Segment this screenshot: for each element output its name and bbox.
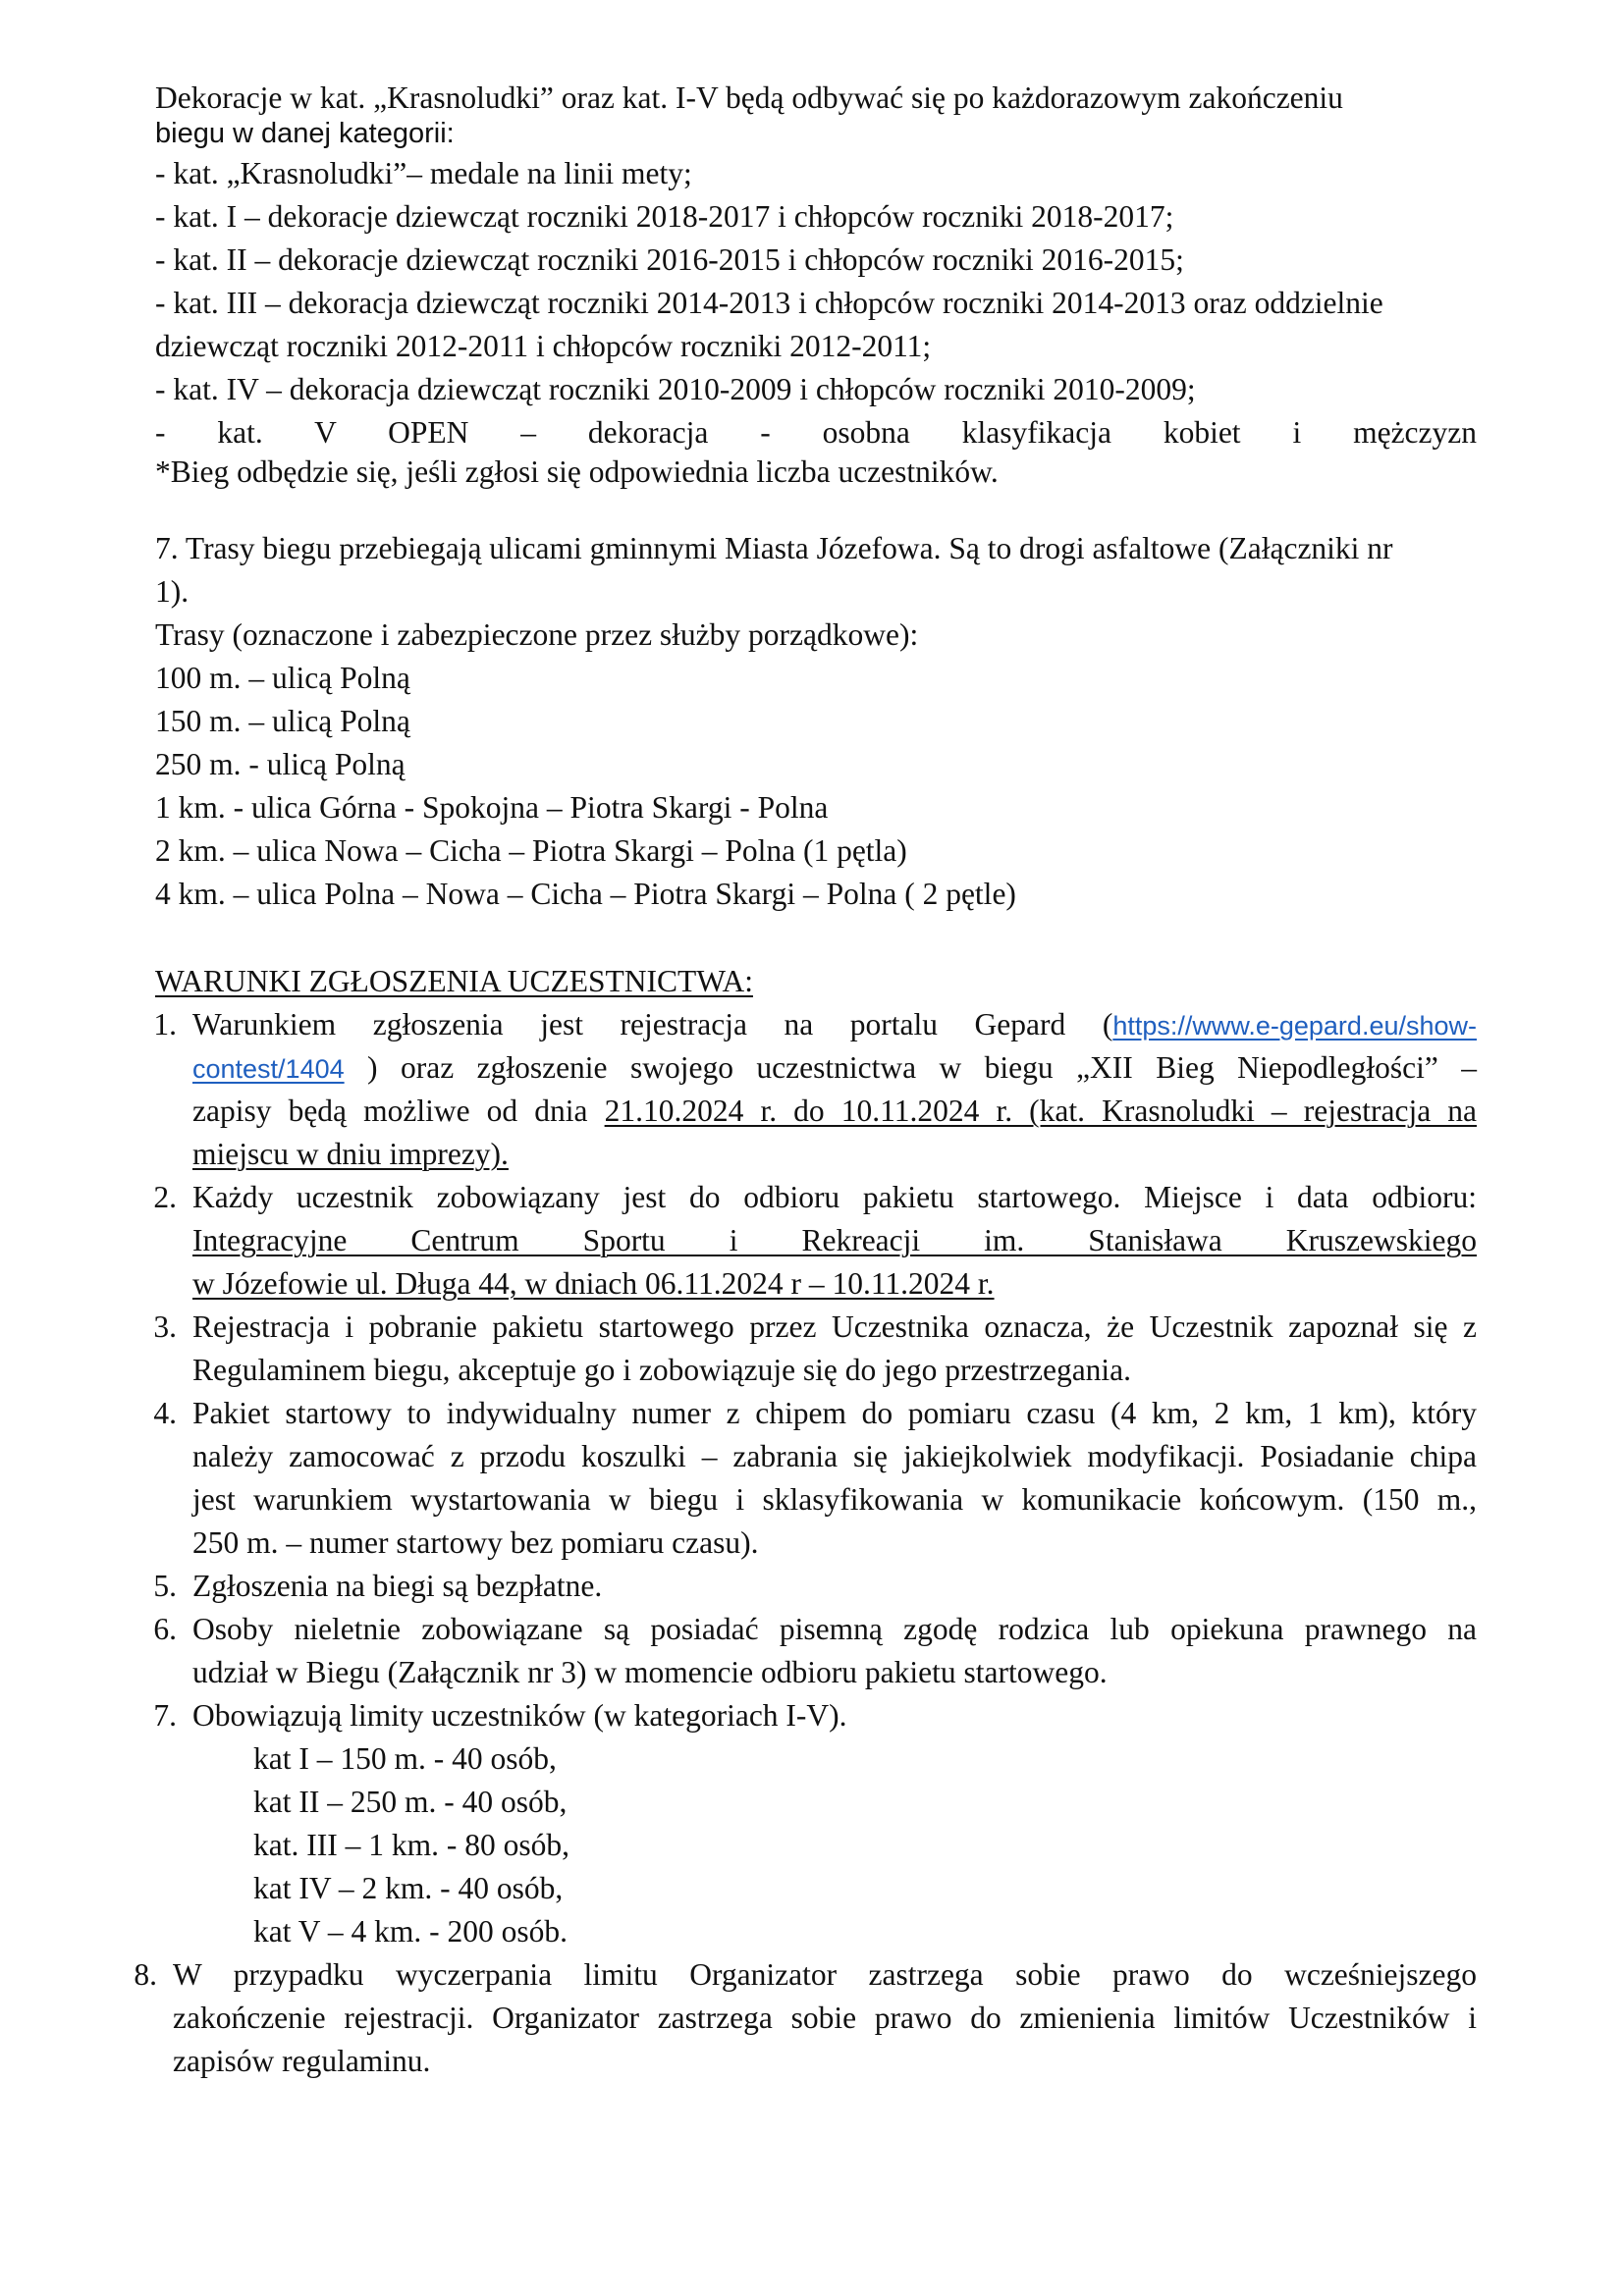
limit-kat-iv: kat IV – 2 km. - 40 osób, bbox=[253, 1871, 564, 1905]
item-7-number: 7. bbox=[153, 1698, 177, 1733]
limit-kat-iii: kat. III – 1 km. - 80 osób, bbox=[253, 1828, 569, 1862]
item-4-line-2: należy zamocować z przodu koszulki – zabrania się jakiejkolwiek modyfikacji. Posiadanie chipa bbox=[192, 1439, 1477, 1473]
item-6-line-2: udział w Biegu (Załącznik nr 3) w momencie odbioru pakietu startowego. bbox=[192, 1655, 1108, 1689]
item-1-line-4: miejscu w dniu imprezy). bbox=[192, 1137, 509, 1171]
decorations-line-1: Dekoracje w kat. „Krasnoludki” oraz kat. I-V będą odbywać się po każdorazowym zakończeniu bbox=[155, 80, 1343, 115]
decorations-line-5: - kat. II – dekoracje dziewcząt roczniki 2016-2015 i chłopców roczniki 2016-2015; bbox=[155, 242, 1184, 277]
route-1km: 1 km. - ulica Górna - Spokojna – Piotra Skargi - Polna bbox=[155, 790, 829, 825]
pickup-location: Integracyjne Centrum Sportu i Rekreacji im. Stanisława Kruszewskiego bbox=[192, 1223, 1477, 1257]
item-8-number: 8. bbox=[134, 1957, 157, 1992]
decorations-line-8: - kat. IV – dekoracja dziewcząt roczniki 2010-2009 i chłopców roczniki 2010-2009; bbox=[155, 372, 1196, 406]
item-1-line-3 bbox=[192, 1090, 1477, 1133]
routes-intro-line-2: 1). bbox=[155, 574, 189, 609]
item-8-line-1: W przypadku wyczerpania limitu Organizator zastrzega sobie prawo do wcześniejszego bbox=[173, 1957, 1477, 1992]
item-4-number: 4. bbox=[153, 1396, 177, 1430]
item-1-line-1 bbox=[192, 1003, 1477, 1047]
route-4km: 4 km. – ulica Polna – Nowa – Cicha – Piotra Skargi – Polna ( 2 pętle) bbox=[155, 877, 1016, 911]
item-3-number: 3. bbox=[153, 1309, 177, 1344]
item-3-line-2: Regulaminem biegu, akceptuje go i zobowiązuje się do jego przestrzegania. bbox=[192, 1353, 1132, 1387]
routes-intro-line-1: 7. Trasy biegu przebiegają ulicami gminnymi Miasta Józefowa. Są to drogi asfaltowe (Załączniki nr bbox=[155, 531, 1393, 565]
decorations-line-2: biegu w danej kategorii: bbox=[155, 118, 455, 149]
item-6-line-1: Osoby nieletnie zobowiązane są posiadać pisemną zgodę rodzica lub opiekuna prawnego na bbox=[192, 1612, 1477, 1646]
route-2km: 2 km. – ulica Nowa – Cicha – Piotra Skargi – Polna (1 pętla) bbox=[155, 833, 907, 868]
item-4-line-4: 250 m. – numer startowy bez pomiaru czasu). bbox=[192, 1525, 759, 1560]
item-1-line-2 bbox=[192, 1046, 1477, 1091]
route-150m: 150 m. – ulicą Polną bbox=[155, 704, 410, 738]
route-100m: 100 m. – ulicą Polną bbox=[155, 661, 410, 695]
item-2-line-1: Każdy uczestnik zobowiązany jest do odbioru pakietu startowego. Miejsce i data odbioru: bbox=[192, 1180, 1477, 1214]
limit-kat-ii: kat II – 250 m. - 40 osób, bbox=[253, 1785, 568, 1819]
item-4-line-3: jest warunkiem wystartowania w biegu i sklasyfikowania w komunikacie końcowym. (150 m., bbox=[192, 1482, 1477, 1517]
decorations-line-7: dziewcząt roczniki 2012-2011 i chłopców roczniki 2012-2011; bbox=[155, 329, 932, 363]
gepard-link-continued[interactable]: contest/1404 bbox=[192, 1054, 345, 1084]
item-3-line-1: Rejestracja i pobranie pakietu startowego przez Uczestnika oznacza, że Uczestnik zapoznał się z bbox=[192, 1309, 1477, 1344]
route-250m: 250 m. - ulicą Polną bbox=[155, 747, 406, 781]
item-1-number: 1. bbox=[153, 1007, 177, 1041]
decorations-line-9: - kat. V OPEN – dekoracja - osobna klasyfikacja kobiet i mężczyzn bbox=[155, 415, 1477, 450]
limit-kat-i: kat I – 150 m. - 40 osób, bbox=[253, 1741, 557, 1776]
item-5-line-1: Zgłoszenia na biegi są bezpłatne. bbox=[192, 1569, 603, 1603]
item-8-line-3: zapisów regulaminu. bbox=[173, 2044, 431, 2078]
item-6-number: 6. bbox=[153, 1612, 177, 1646]
decorations-line-4: - kat. I – dekoracje dziewcząt roczniki 2018-2017 i chłopców roczniki 2018-2017; bbox=[155, 199, 1174, 234]
item-2-number: 2. bbox=[153, 1180, 177, 1214]
limit-kat-v: kat V – 4 km. - 200 osób. bbox=[253, 1914, 568, 1949]
item-5-number: 5. bbox=[153, 1569, 177, 1603]
decorations-line-3: - kat. „Krasnoludki”– medale na linii mety; bbox=[155, 156, 692, 190]
registration-dates: 21.10.2024 r. do 10.11.2024 r. (kat. Krasnoludki – rejestracja na bbox=[604, 1094, 1477, 1128]
item-1-text-2: ) oraz zgłoszenie swojego uczestnictwa w biegu „XII Bieg Niepodległości” – bbox=[344, 1050, 1477, 1085]
pickup-dates: w Józefowie ul. Długa 44, w dniach 06.11.2024 r – 10.11.2024 r. bbox=[192, 1266, 995, 1301]
item-1-text: Warunkiem zgłoszenia jest rejestracja na portalu Gepard ( bbox=[192, 1007, 1113, 1041]
gepard-link[interactable]: https://www.e-gepard.eu/show- bbox=[1112, 1011, 1477, 1041]
item-7-line-1: Obowiązują limity uczestników (w kategoriach I-V). bbox=[192, 1698, 847, 1733]
item-1-text-3: zapisy będą możliwe od dnia bbox=[192, 1094, 605, 1128]
item-4-line-1: Pakiet startowy to indywidualny numer z chipem do pomiaru czasu (4 km, 2 km, 1 km), który bbox=[192, 1396, 1477, 1430]
decorations-note: *Bieg odbędzie się, jeśli zgłosi się odpowiednia liczba uczestników. bbox=[155, 454, 999, 489]
decorations-line-6: - kat. III – dekoracja dziewcząt roczniki 2014-2013 i chłopców roczniki 2014-2013 oraz oddzielnie bbox=[155, 286, 1383, 320]
conditions-heading: WARUNKI ZGŁOSZENIA UCZESTNICTWA: bbox=[155, 964, 753, 998]
routes-heading: Trasy (oznaczone i zabezpieczone przez służby porządkowe): bbox=[155, 617, 919, 652]
item-8-line-2: zakończenie rejestracji. Organizator zastrzega sobie prawo do zmienienia limitów Uczestników i bbox=[173, 2001, 1477, 2035]
